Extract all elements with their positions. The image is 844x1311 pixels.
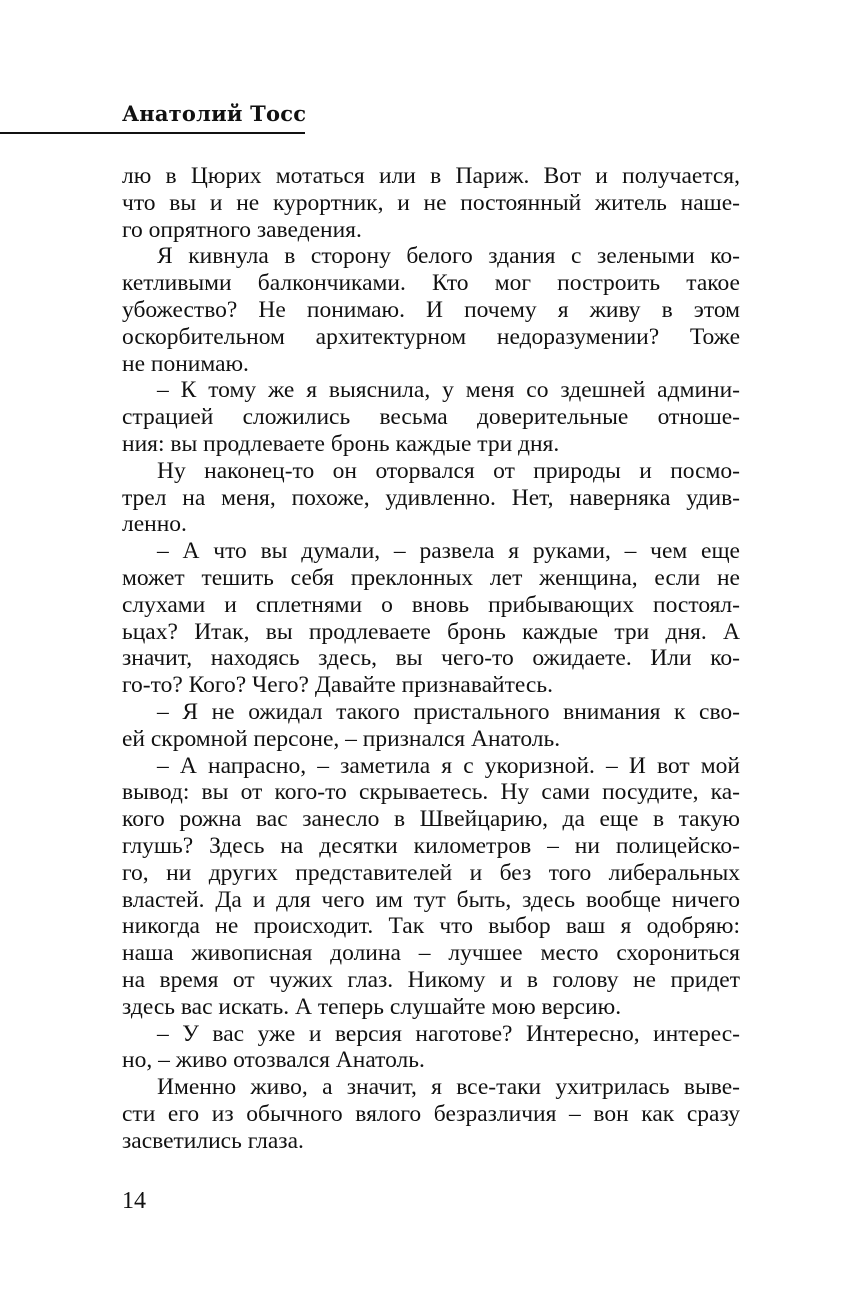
text-line: значит, находясь здесь, вы чего-то ожидаете. Или ко- [122, 645, 740, 672]
text-line: не понимаю. [122, 350, 249, 377]
text-line: может тешить себя преклонных лет женщина, если не [122, 564, 740, 591]
running-head-title: Анатолий Тосс [122, 101, 307, 126]
text-line: на время от чужих глаз. Никому и в голову не придет [122, 966, 740, 993]
text-line: властей. Да и для чего им тут быть, здесь вообще ничего [122, 886, 740, 913]
text-line: кетливыми балкончиками. Кто мог построить такое [122, 270, 740, 297]
text-line: – У вас уже и версия наготове? Интересно, интерес- [157, 1020, 740, 1047]
text-line: – А что вы думали, – развела я руками, – чем еще [157, 538, 740, 565]
text-line: оскорбительном архитектурном недоразумении? Тоже [122, 323, 740, 350]
header-rule [0, 132, 305, 134]
text-line: го опрятного заведения. [122, 216, 362, 243]
text-line: – Я не ожидал такого пристального внимания к сво- [157, 698, 740, 725]
text-line: Именно живо, а значит, я все-таки ухитрилась выве- [157, 1074, 740, 1101]
text-line: но, – живо отозвался Анатоль. [122, 1047, 425, 1074]
text-line: никогда не происходит. Так что выбор ваш я одобряю: [122, 913, 740, 940]
text-line: ей скромной персоне, – признался Анатоль. [122, 725, 561, 752]
text-line: слухами и сплетнями о вновь прибывающих постоял- [122, 591, 740, 618]
text-line: Ну наконец-то он оторвался от природы и посмо- [157, 457, 740, 484]
text-line: ленно. [122, 511, 187, 538]
text-line: кого рожна вас занесло в Швейцарию, да еще в такую [122, 806, 740, 833]
text-line: наша живописная долина – лучшее место схорониться [122, 940, 740, 967]
text-line: здесь вас искать. А теперь слушайте мою версию. [122, 993, 622, 1020]
page-number: 14 [122, 1188, 146, 1214]
body-text [122, 163, 740, 1154]
text-line: го-то? Кого? Чего? Давайте признавайтесь. [122, 672, 553, 699]
text-line: Я кивнула в сторону белого здания с зелеными ко- [157, 243, 740, 270]
text-line: что вы и не курортник, и не постоянный житель наше- [122, 189, 740, 216]
text-line: страцией сложились весьма доверительные отноше- [122, 404, 740, 431]
text-line: ьцах? Итак, вы продлеваете бронь каждые три дня. А [122, 618, 740, 645]
text-line: убожество? Не понимаю. И почему я живу в этом [122, 296, 740, 323]
text-line: го, ни других представителей и без того либеральных [122, 859, 740, 886]
text-line: сти его из обычного вялого безразличия – вон как сразу [122, 1100, 740, 1127]
text-line: трел на меня, похоже, удивленно. Нет, наверняка удив- [122, 484, 740, 511]
text-line: ния: вы продлеваете бронь каждые три дня. [122, 430, 560, 457]
text-line: засветились глаза. [122, 1127, 304, 1154]
text-line: лю в Цюрих мотаться или в Париж. Вот и получается, [122, 163, 740, 189]
text-line: вывод: вы от кого-то скрываетесь. Ну сами посудите, ка- [122, 779, 740, 806]
text-line: – К тому же я выяснила, у меня со здешней админи- [157, 377, 740, 404]
text-line: глушь? Здесь на десятки километров – ни полицейско- [122, 832, 740, 859]
text-line: – А напрасно, – заметила я с укоризной. – И вот мой [157, 752, 740, 779]
